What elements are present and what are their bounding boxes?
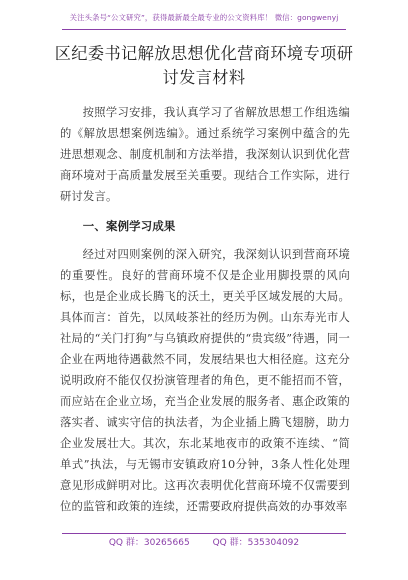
header-divider (62, 29, 346, 30)
document-body (60, 102, 350, 517)
footer-qq-group-1: QQ 群：30265665 (108, 538, 190, 548)
header-note: 关注头条号“公文研究”，获得最新最全最专业的公文资料库！ 微信：gongwenyj (69, 13, 339, 22)
document-title: 区纪委书记解放思想优化营商环境专项研讨发言材料 (54, 44, 354, 87)
intro-paragraph: 按照学习安排，我认真学习了省解放思想工作组选编的《解放思想案例选编》。通过系统学习案例中蕴含的先进思想观念、制度机制和方法举措，我深刻认识到优化营商环境对于高质量发展至关重要。现结合工作实际，进行研讨发言。 (60, 106, 350, 203)
footer-qq-group-2: QQ 群：535304092 (212, 538, 300, 548)
footer (0, 535, 408, 548)
footer-divider (62, 533, 346, 534)
section-heading: 一、案例学习成果 (82, 219, 176, 233)
section-paragraph: 经过对四则案例的深入研究，我深刻认识到营商环境的重要性。良好的营商环境不仅是企业用脚投票的风向标，也是企业成长腾飞的沃土，更关乎区域发展的大局。具体而言：首先，以凤岐茶社的经历为例。山东寿光市人社局的“关门打狗”与乌镇政府提供的“贵宾级”待遇，同一企业在两地待遇截然不同，发展结果也大相径庭。这充分说明政府不能仅仅扮演管理者的角色，更不能招而不管，而应站在企业立场，充当企业发展的服务者、惠企政策的落实者、诚实守信的执法者，为企业插上腾飞翅膀，助力企业发展壮大。其次，东北某地夜市的政策不连续、“简单式”执法，与无锡市安镇政府10分钟，3条人性化处理意见形成鲜明对比。这再次表明优化营商环境不仅需要到位的监管和政策的连续，还需要政府提供高效的办事效率 (60, 248, 350, 513)
